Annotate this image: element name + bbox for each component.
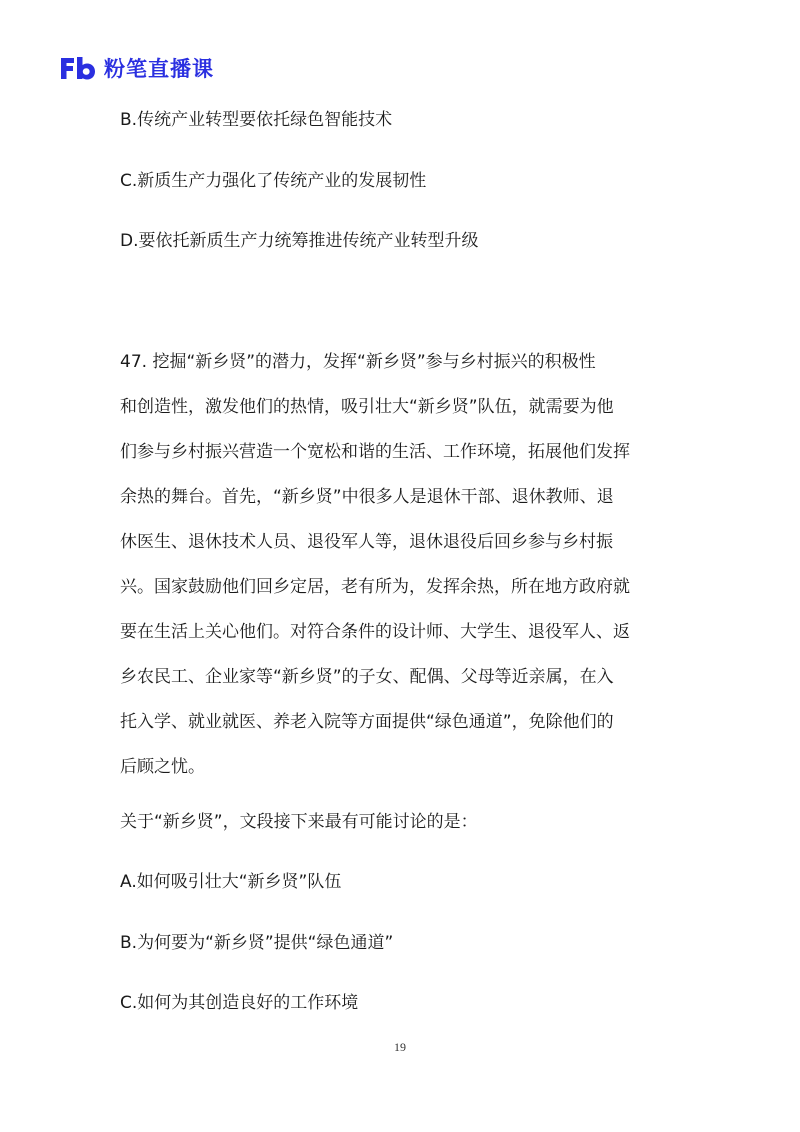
passage-line: 要在生活上关心他们。对符合条件的设计师、大学生、退役军人、返	[120, 622, 630, 642]
question-prompt: 关于“新乡贤”，文段接下来最有可能讨论的是：	[120, 812, 478, 832]
passage-line: 兴。国家鼓励他们回乡定居，老有所为，发挥余热，所在地方政府就	[120, 577, 630, 597]
passage-line: 后顾之忧。	[120, 757, 205, 777]
passage-line: 们参与乡村振兴营造一个宽松和谐的生活、工作环境，拓展他们发挥	[120, 442, 630, 462]
passage-line: 47. 挖掘“新乡贤”的潜力，发挥“新乡贤”参与乡村振兴的积极性	[120, 352, 596, 372]
passage-line: 休医生、退休技术人员、退役军人等，退休退役后回乡参与乡村振	[120, 532, 613, 552]
brand-name: 粉笔直播课	[104, 57, 214, 81]
page-number: 19	[394, 1040, 406, 1054]
option-d-prev: D.要依托新质生产力统筹推进传统产业转型升级	[120, 231, 479, 251]
option-b-prev: B.传统产业转型要依托绿色智能技术	[120, 110, 393, 130]
passage-line: 余热的舞台。首先，“新乡贤”中很多人是退休干部、退休教师、退	[120, 487, 614, 507]
passage-line: 和创造性，激发他们的热情，吸引壮大“新乡贤”队伍，就需要为他	[120, 397, 614, 417]
header	[58, 52, 214, 84]
passage-line: 托入学、就业就医、养老入院等方面提供“绿色通道”，免除他们的	[120, 712, 614, 732]
fb-logo-icon	[58, 54, 98, 82]
option-a: A.如何吸引壮大“新乡贤”队伍	[120, 872, 342, 892]
passage-line: 乡农民工、企业家等“新乡贤”的子女、配偶、父母等近亲属，在入	[120, 667, 614, 687]
option-c-prev: C.新质生产力强化了传统产业的发展韧性	[120, 171, 427, 191]
option-c: C.如何为其创造良好的工作环境	[120, 993, 359, 1013]
option-b: B.为何要为“新乡贤”提供“绿色通道”	[120, 933, 394, 953]
